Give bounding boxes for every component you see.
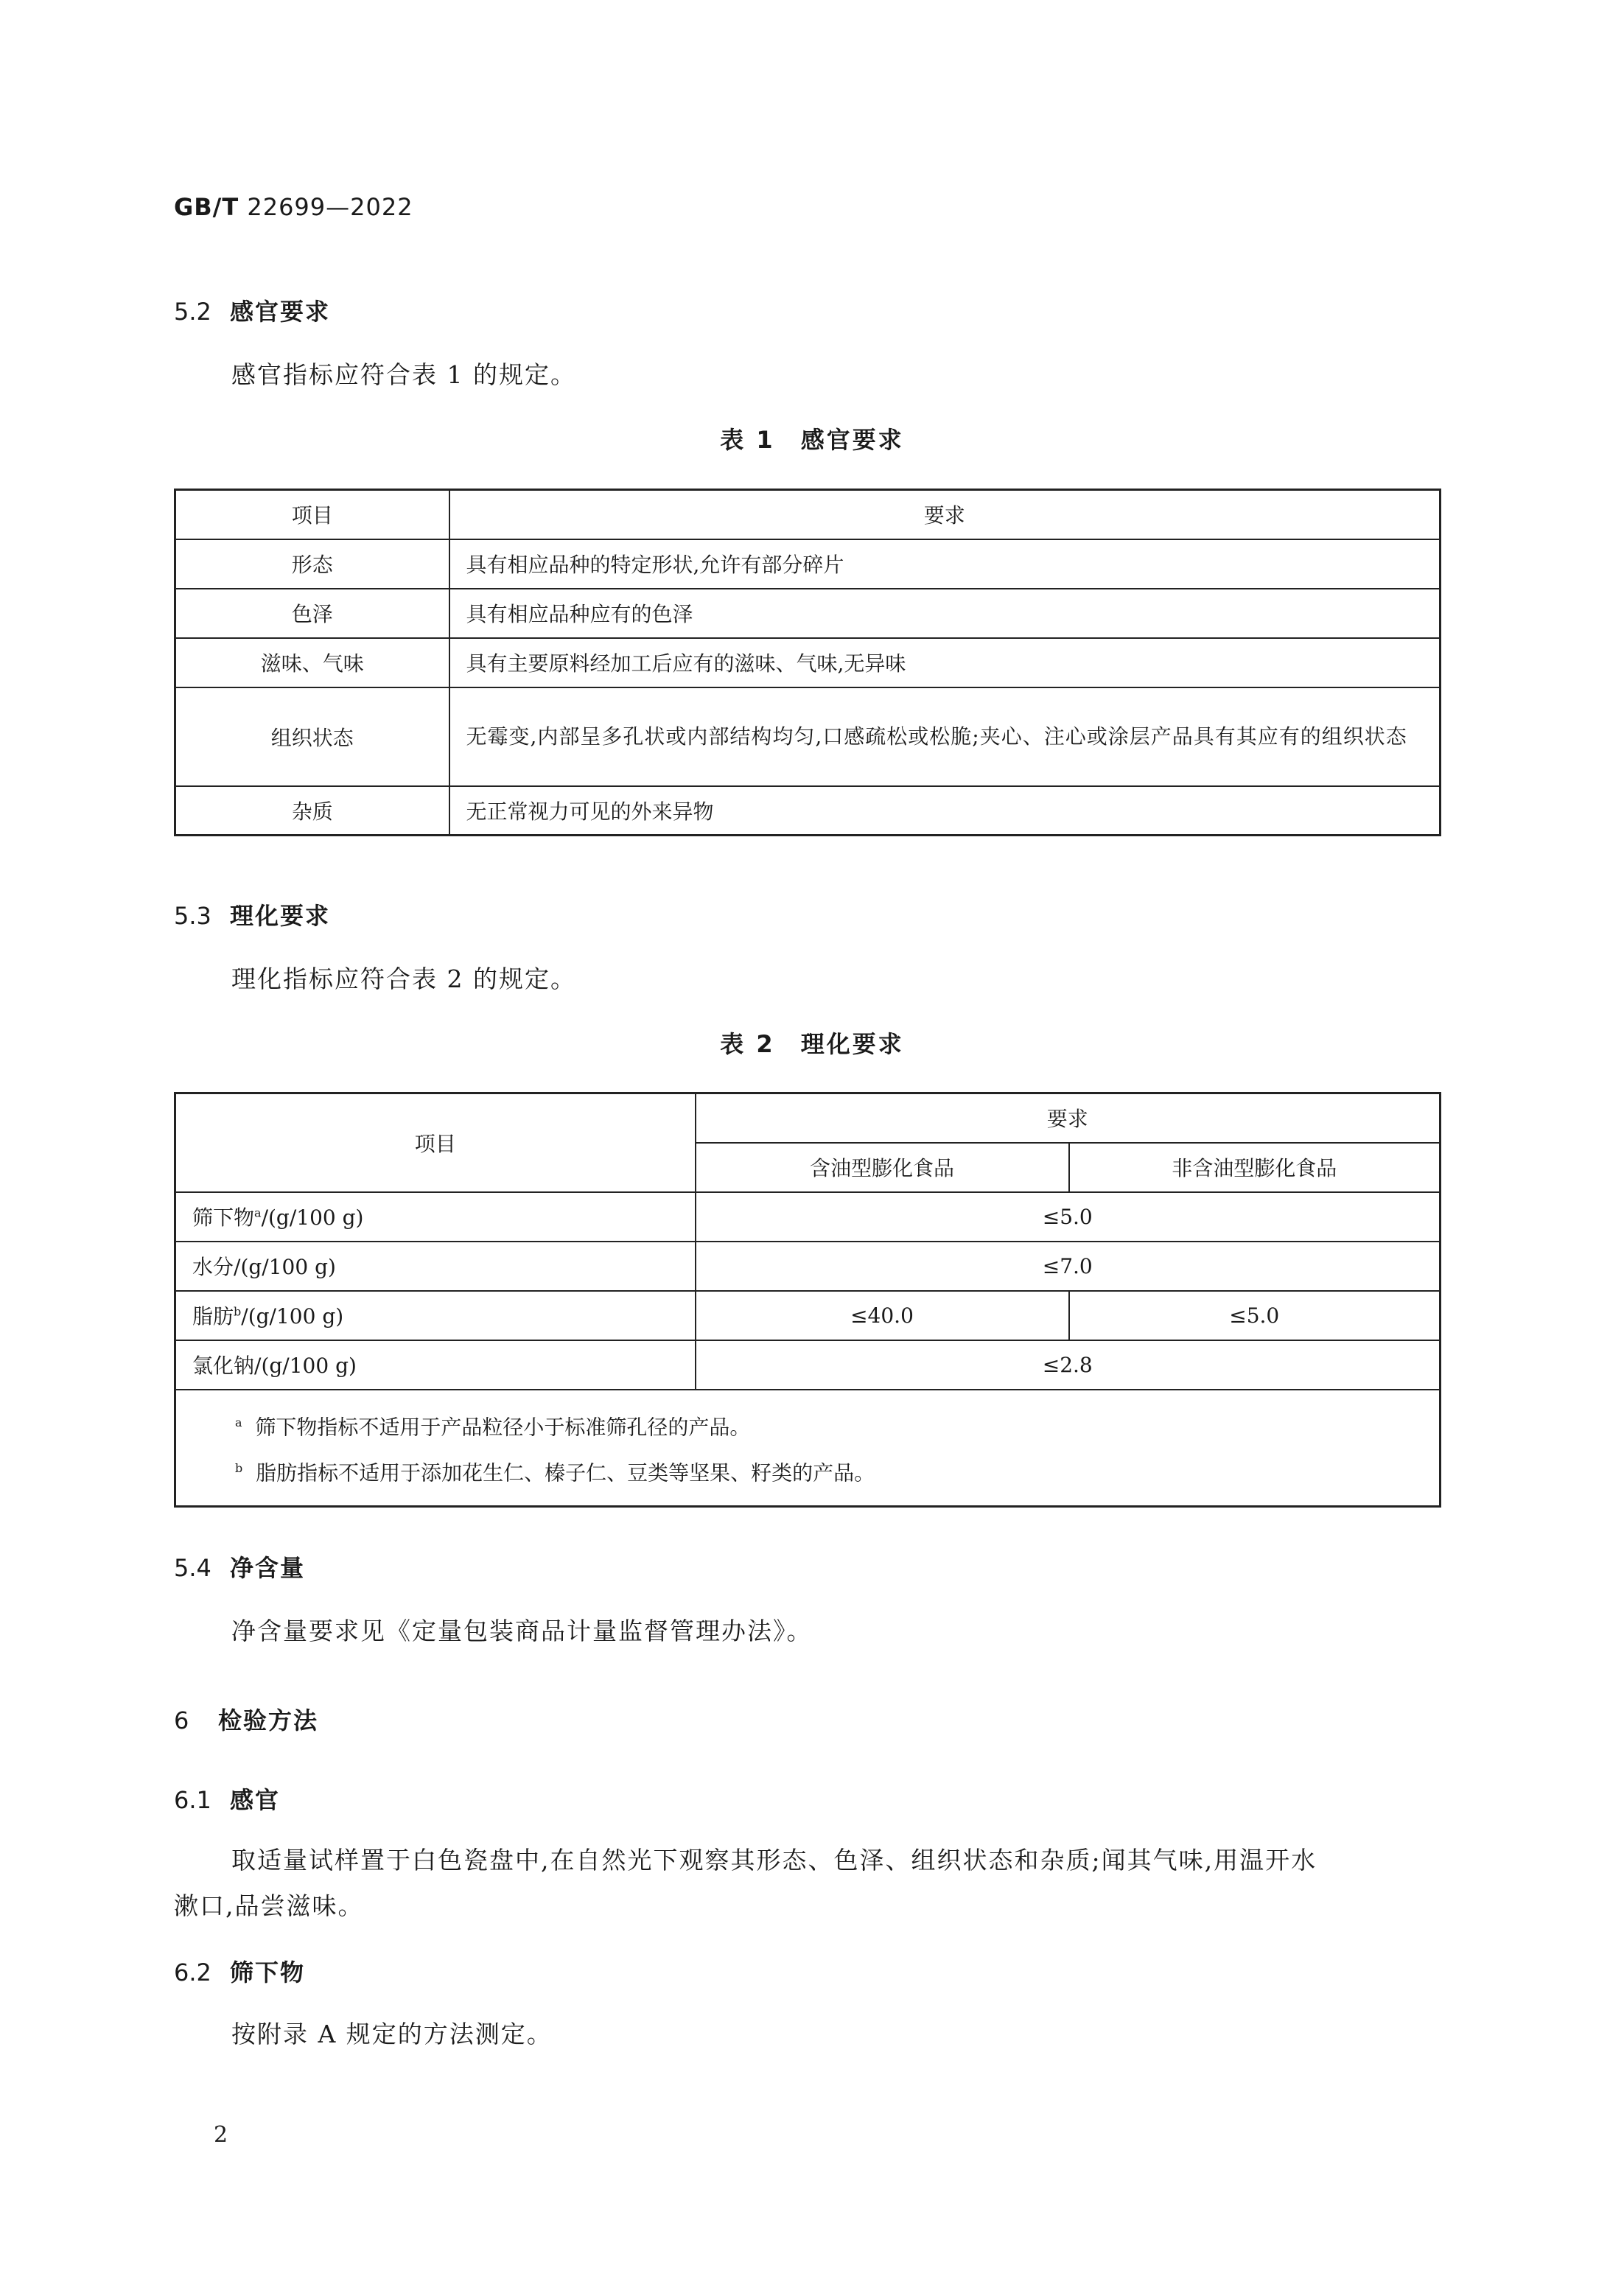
note-a: [235, 1402, 1423, 1448]
section-5-4-heading: [174, 1550, 305, 1583]
note-b: [235, 1448, 1423, 1494]
section-5-2-heading: [174, 293, 330, 327]
section-6-1-heading: [174, 1782, 280, 1816]
section-5-4-paragraph: 净含量要求见《定量包装商品计量监督管理办法》。: [231, 1617, 813, 1645]
table-header-row: [175, 490, 1441, 539]
table-row: [175, 1291, 1441, 1340]
table-header-row: [175, 1093, 1441, 1143]
item-unit: /(g/100 g): [241, 1304, 344, 1328]
footnote-mark: a: [254, 1205, 262, 1220]
item-unit: /(g/100 g): [234, 1255, 336, 1279]
cell-item: 色泽: [175, 589, 449, 638]
cell-item: [175, 1242, 696, 1291]
table-1-sensory: [174, 489, 1441, 836]
table-row: [175, 638, 1441, 687]
cell-value: ≤2.8: [696, 1340, 1441, 1390]
section-6-1-paragraph-line-2: 漱口,品尝滋味。: [174, 1891, 364, 1920]
cell-item: [175, 1192, 696, 1242]
cell-item: [175, 1291, 696, 1340]
cell-requirement: 具有相应品种的特定形状,允许有部分碎片: [449, 539, 1441, 589]
table-row: [175, 1242, 1441, 1291]
page-number: 2: [214, 2122, 228, 2148]
section-title: 感官: [230, 1786, 281, 1814]
cell-requirement: 具有主要原料经加工后应有的滋味、气味,无异味: [449, 638, 1441, 687]
header-cell-item: 项目: [175, 490, 449, 539]
section-5-2-paragraph: 感官指标应符合表 1 的规定。: [231, 360, 576, 389]
item-name: 氯化钠: [192, 1354, 255, 1378]
doc-id-number: 22699—2022: [247, 193, 413, 221]
cell-value: ≤5.0: [696, 1192, 1441, 1242]
section-number: 6.2: [174, 1958, 211, 1986]
table-row: [175, 1340, 1441, 1390]
note-text: 脂肪指标不适用于添加花生仁、榛子仁、豆类等坚果、籽类的产品。: [256, 1460, 875, 1485]
table-row: [175, 589, 1441, 638]
section-6-1-paragraph-line-1: 取适量试样置于白色瓷盘中,在自然光下观察其形态、色泽、组织状态和杂质;闻其气味,用温开水: [231, 1846, 1317, 1874]
header-cell-non-oil-type: 非含油型膨化食品: [1069, 1143, 1441, 1192]
table-notes-row: [175, 1390, 1441, 1507]
section-title: 净含量: [230, 1554, 306, 1582]
cell-value: ≤7.0: [696, 1242, 1441, 1291]
section-6-2-paragraph: 按附录 A 规定的方法测定。: [231, 2020, 553, 2048]
item-unit: /(g/100 g): [254, 1354, 357, 1378]
table-2-caption: 表 2 理化要求: [720, 1030, 904, 1058]
table-row: [175, 786, 1441, 836]
footnote-mark: b: [234, 1304, 242, 1319]
cell-value-non-oil: ≤5.0: [1069, 1291, 1441, 1340]
header-cell-requirement: 要求: [449, 490, 1441, 539]
table-row: [175, 687, 1441, 786]
item-name: 脂肪: [192, 1304, 234, 1328]
cell-requirement: 无正常视力可见的外来异物: [449, 786, 1441, 836]
section-number: 6: [174, 1706, 189, 1734]
section-number: 5.4: [174, 1554, 211, 1582]
doc-id-prefix: GB/T: [174, 193, 239, 221]
section-5-3-paragraph: 理化指标应符合表 2 的规定。: [231, 965, 576, 993]
section-number: 5.3: [174, 902, 211, 930]
section-title: 筛下物: [230, 1958, 306, 1986]
section-6-2-heading: [174, 1954, 305, 1988]
cell-item: [175, 1340, 696, 1390]
header-cell-oil-type: 含油型膨化食品: [696, 1143, 1069, 1192]
item-name: 筛下物: [192, 1205, 255, 1230]
section-5-3-heading: [174, 897, 330, 931]
table-row: [175, 539, 1441, 589]
table-1-caption: 表 1 感官要求: [720, 426, 904, 454]
item-unit: /(g/100 g): [261, 1205, 364, 1230]
section-6-heading: [174, 1702, 318, 1736]
section-number: 5.2: [174, 298, 211, 326]
cell-item: 滋味、气味: [175, 638, 449, 687]
note-text: 筛下物指标不适用于产品粒径小于标准筛孔径的产品。: [255, 1414, 751, 1439]
table-row: [175, 1192, 1441, 1242]
section-title: 理化要求: [230, 902, 331, 930]
table-notes: [175, 1390, 1441, 1507]
cell-requirement: 无霉变,内部呈多孔状或内部结构均匀,口感疏松或松脆;夹心、注心或涂层产品具有其应有的组织状态: [449, 687, 1441, 786]
section-title: 检验方法: [218, 1706, 319, 1734]
section-title: 感官要求: [230, 298, 331, 326]
cell-requirement: 具有相应品种应有的色泽: [449, 589, 1441, 638]
cell-item: 组织状态: [175, 687, 449, 786]
section-number: 6.1: [174, 1786, 211, 1814]
document-id: [174, 193, 413, 221]
note-mark: a: [235, 1415, 242, 1429]
header-cell-item: 项目: [175, 1093, 696, 1192]
cell-item: 杂质: [175, 786, 449, 836]
header-cell-requirement: 要求: [696, 1093, 1441, 1143]
note-mark: b: [235, 1460, 243, 1475]
table-2-physicochemical: [174, 1092, 1441, 1508]
cell-item: 形态: [175, 539, 449, 589]
cell-value-oil: ≤40.0: [696, 1291, 1069, 1340]
item-name: 水分: [192, 1255, 234, 1279]
